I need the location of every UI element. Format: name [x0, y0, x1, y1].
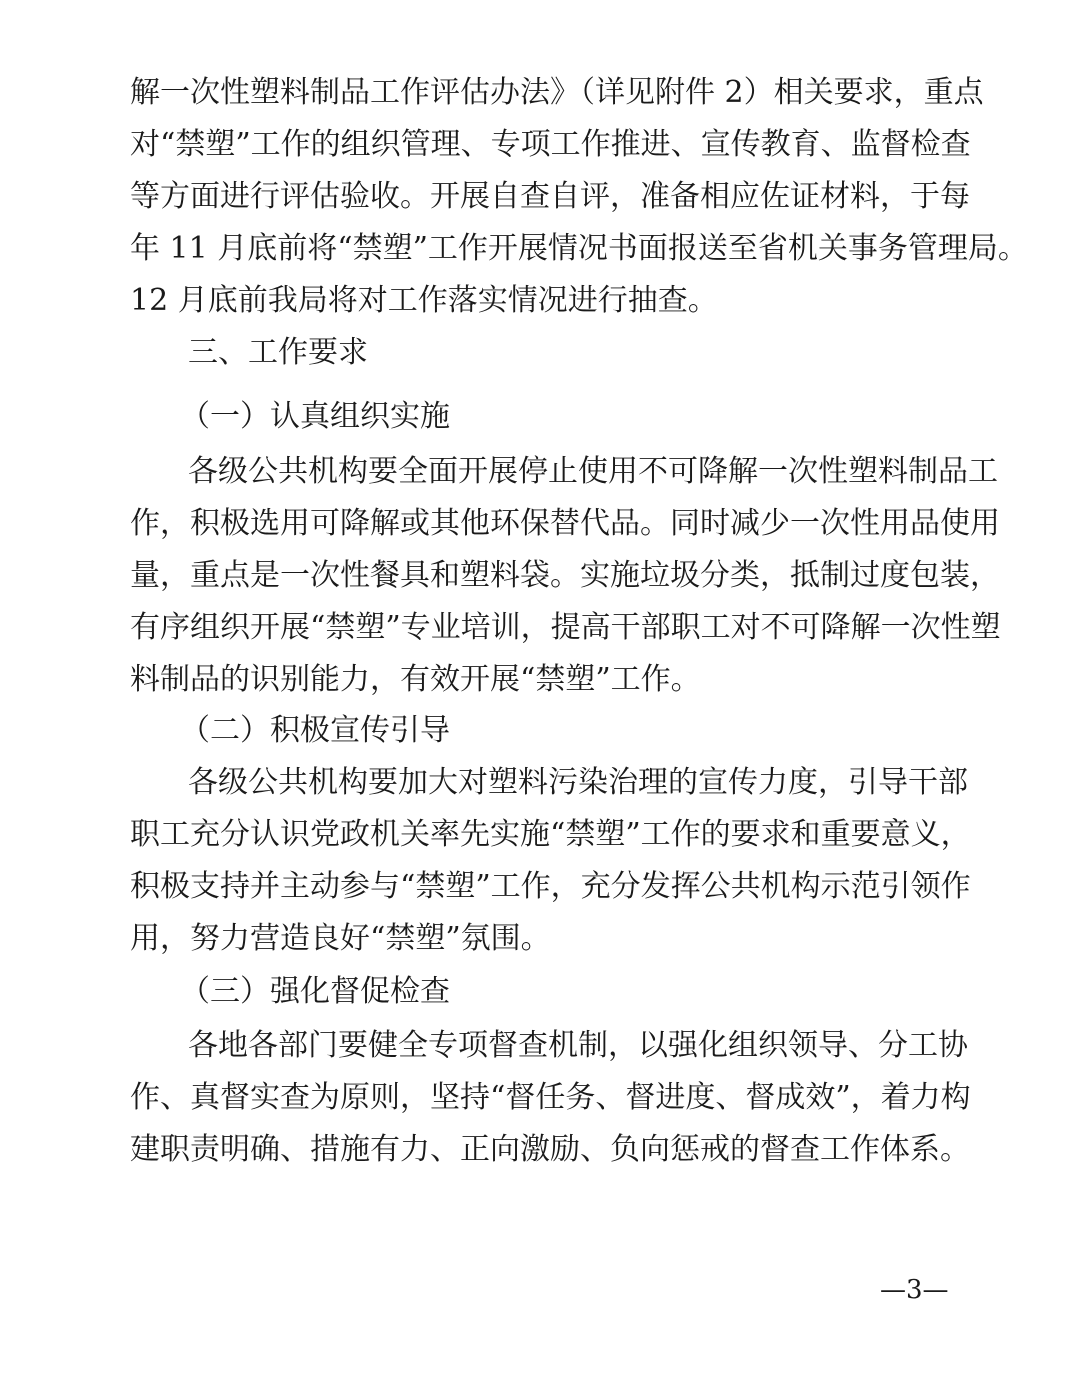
paragraph-line: 各级公共机构要全面开展停止使用不可降解一次性塑料制品工	[188, 454, 998, 489]
paragraph-line: 料制品的识别能力，有效开展“禁塑”工作。	[130, 662, 701, 697]
subsection-title: （一）认真组织实施	[180, 399, 450, 434]
subsection-title: （三）强化督促检查	[180, 974, 450, 1009]
subsection-title: （二）积极宣传引导	[180, 713, 450, 748]
paragraph-line: 12 月底前我局将对工作落实情况进行抽查。	[130, 283, 718, 318]
paragraph-line: 解一次性塑料制品工作评估办法》（详见附件 2）相关要求，重点	[130, 75, 984, 110]
paragraph-line: 职工充分认识党政机关率先实施“禁塑”工作的要求和重要意义，	[130, 817, 971, 852]
paragraph-line: 各地各部门要健全专项督查机制，以强化组织领导、分工协	[188, 1028, 968, 1063]
paragraph-line: 作、真督实查为原则，坚持“督任务、督进度、督成效”，着力构	[130, 1080, 971, 1115]
paragraph-line: 量，重点是一次性餐具和塑料袋。实施垃圾分类，抵制过度包装，	[130, 558, 1000, 593]
paragraph-line: 各级公共机构要加大对塑料污染治理的宣传力度，引导干部	[188, 765, 968, 800]
paragraph-line: 年 11 月底前将“禁塑”工作开展情况书面报送至省机关事务管理局。	[130, 231, 1028, 266]
paragraph-line: 等方面进行评估验收。开展自查自评，准备相应佐证材料，于每	[130, 179, 970, 214]
paragraph-line: 建职责明确、措施有力、正向激励、负向惩戒的督查工作体系。	[130, 1132, 970, 1167]
paragraph-line: 作，积极选用可降解或其他环保替代品。同时减少一次性用品使用	[130, 506, 1000, 541]
paragraph-line: 有序组织开展“禁塑”专业培训，提高干部职工对不可降解一次性塑	[130, 610, 1001, 645]
paragraph-line: 积极支持并主动参与“禁塑”工作，充分发挥公共机构示范引领作	[130, 869, 971, 904]
section-heading: 三、工作要求	[188, 335, 368, 370]
page-number: —3—	[880, 1275, 949, 1305]
paragraph-line: 用，努力营造良好“禁塑”氛围。	[130, 921, 551, 956]
paragraph-line: 对“禁塑”工作的组织管理、专项工作推进、宣传教育、监督检查	[130, 127, 971, 162]
